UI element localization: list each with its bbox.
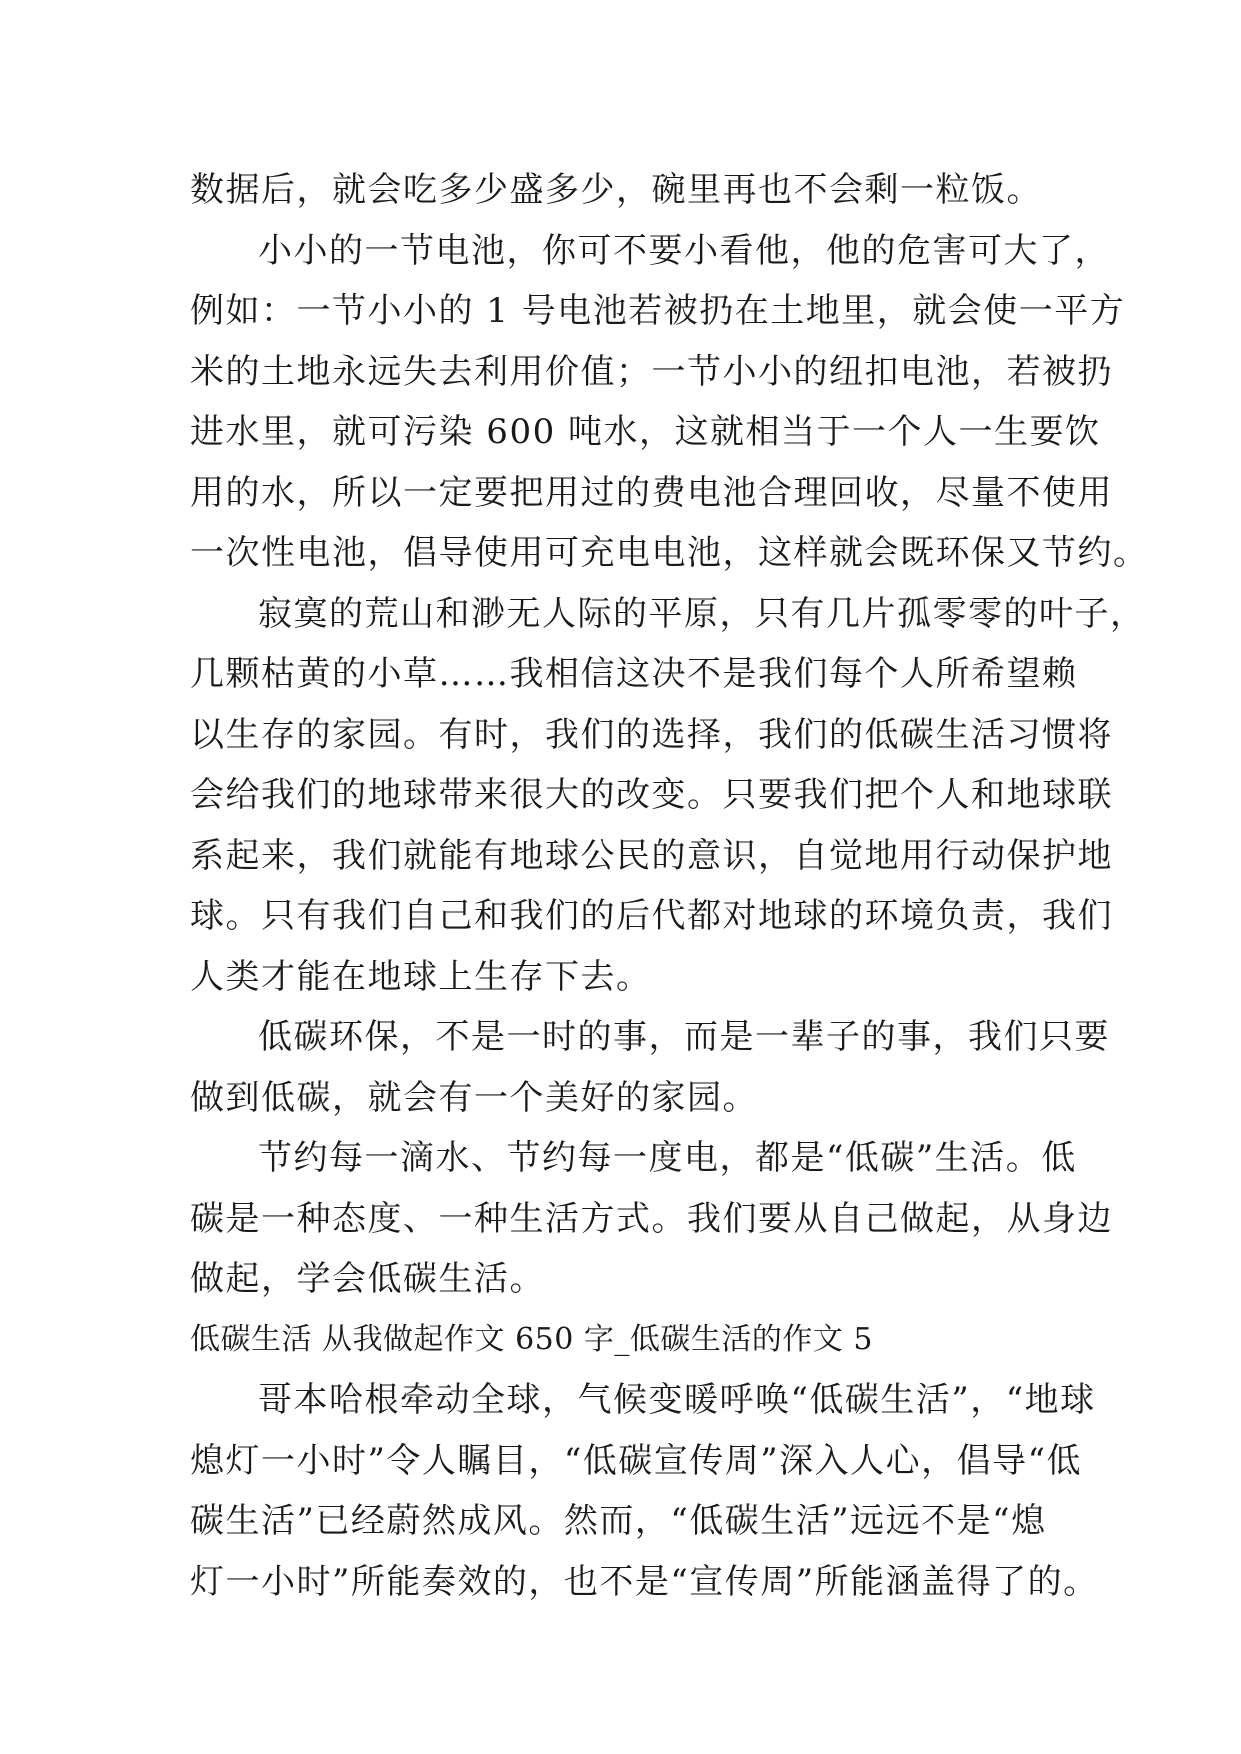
text-line: 用的水，所以一定要把用过的费电池合理回收，尽量不使用 <box>190 472 1113 513</box>
text-line: 节约每一滴水、节约每一度电，都是“低碳”生活。低 <box>258 1138 1077 1178</box>
text-line: 一次性电池，倡导使用可充电电池，这样就会既环保又节约。 <box>190 533 1149 573</box>
text-line: 数据后，就会吃多少盛多少，碗里再也不会剩一粒饭。 <box>190 170 1042 210</box>
text-line: 碳是一种态度、一种生活方式。我们要从自己做起，从身边 <box>190 1198 1113 1239</box>
text-line: 碳生活”已经蔚然成风。然而，“低碳生活”远远不是“熄 <box>190 1501 1047 1541</box>
text-line: 例如：一节小小的 1 号电池若被扔在土地里，就会使一平方 <box>190 291 1126 331</box>
text-line: 做到低碳，就会有一个美好的家园。 <box>190 1077 758 1118</box>
document-body <box>190 160 1149 1612</box>
text-line: 球。只有我们自己和我们的后代都对地球的环境负责，我们 <box>190 896 1113 936</box>
section-heading: 低碳生活 从我做起作文 650 字_低碳生活的作文 5 <box>190 1321 873 1357</box>
text-line: 低碳环保，不是一时的事，而是一辈子的事，我们只要 <box>258 1017 1110 1057</box>
text-line: 米的土地永远失去利用价值；一节小小的纽扣电池，若被扔 <box>190 351 1113 392</box>
text-line: 系起来，我们就能有地球公民的意识，自觉地用行动保护地 <box>190 835 1113 876</box>
text-line: 寂寞的荒山和渺无人际的平原，只有几片孤零零的叶子， <box>258 593 1146 634</box>
text-line: 哥本哈根牵动全球，气候变暖呼唤“低碳生活”，“地球 <box>258 1380 1096 1420</box>
text-line: 做起，学会低碳生活。 <box>190 1259 545 1299</box>
text-line: 几颗枯黄的小草……我相信这决不是我们每个人所希望赖 <box>190 654 1078 694</box>
text-line: 熄灯一小时”令人瞩目，“低碳宣传周”深入人心，倡导“低 <box>190 1440 1083 1481</box>
text-line: 人类才能在地球上生存下去。 <box>190 956 652 997</box>
text-line: 以生存的家园。有时，我们的选择，我们的低碳生活习惯将 <box>190 714 1113 755</box>
text-line: 灯一小时”所能奏效的，也不是“宣传周”所能涵盖得了的。 <box>190 1561 1099 1602</box>
text-line: 会给我们的地球带来很大的改变。只要我们把个人和地球联 <box>190 775 1113 815</box>
text-line: 进水里，就可污染 600 吨水，这就相当于一个人一生要饮 <box>190 412 1101 452</box>
text-line: 小小的一节电池，你可不要小看他，他的危害可大了， <box>258 230 1110 271</box>
